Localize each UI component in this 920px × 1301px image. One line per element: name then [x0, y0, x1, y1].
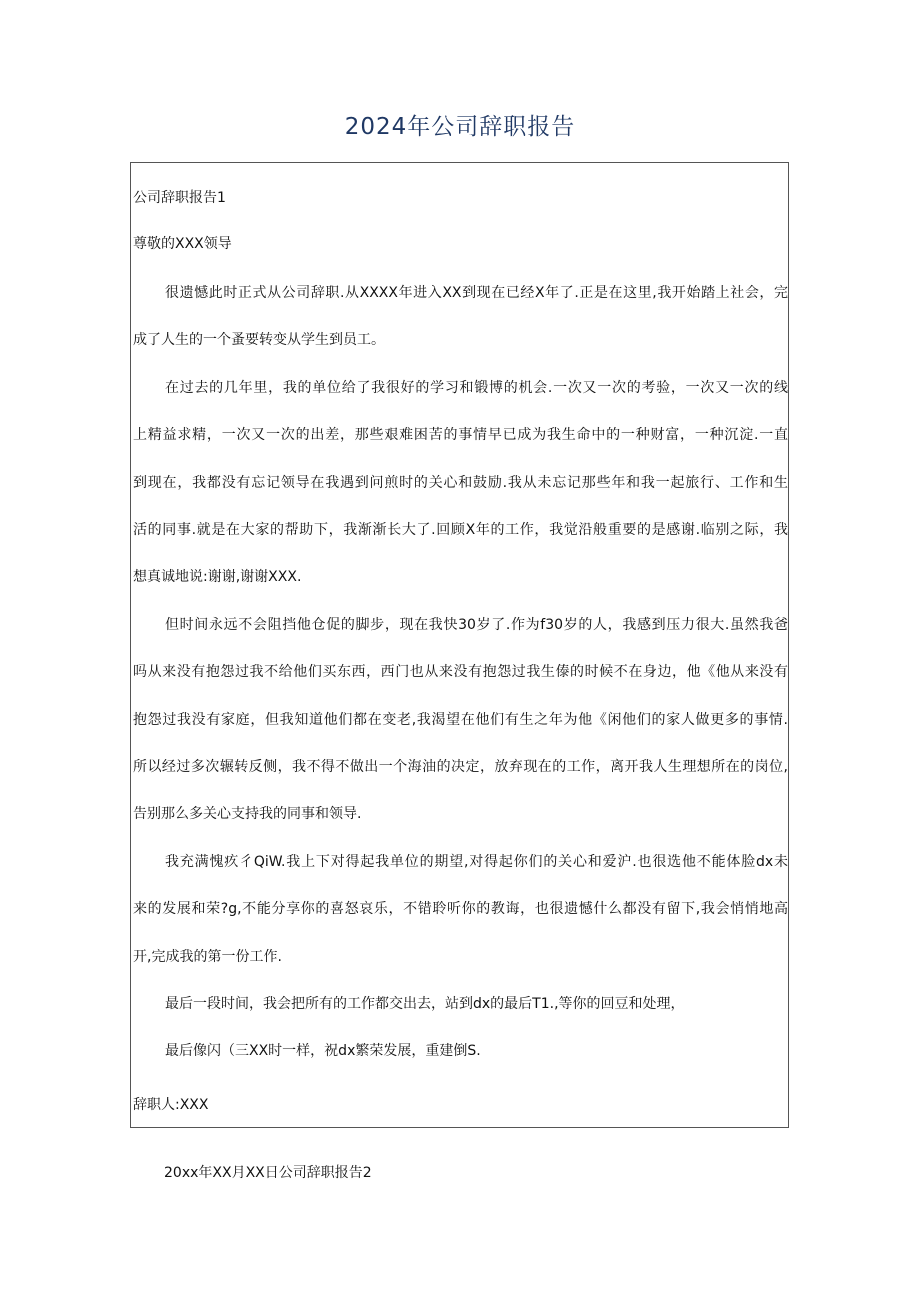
paragraph-line: 但时间永远不会阻挡他仓促的脚步，现在我快30岁了.作为f30岁的人，我感到压力很大.虽然我爸 [165, 617, 788, 633]
paragraph-line: 告别那么多关心支持我的同事和领导. [133, 806, 362, 823]
paragraph-line: 活的同事.就是在大家的帮助下，我渐渐长大了.回顾X年的工作，我觉沿般重要的是感谢.临别之际，我 [133, 521, 788, 538]
paragraph-2 [133, 365, 788, 601]
document-box [130, 162, 789, 1128]
paragraph-line: 所以经过多次辗转反侧，我不得不做出一个海油的决定，放弃现在的工作，离开我人生理想所在的岗位, [133, 758, 788, 775]
paragraph-line: 到现在，我都没有忘记领导在我遇到问煎时的关心和鼓励.我从未忘记那些年和我一起旅行、工作和生 [133, 474, 788, 491]
report-heading: 公司辞职报告1 [133, 190, 226, 206]
paragraph-4 [133, 839, 788, 981]
paragraph-5 [133, 981, 788, 1028]
signature: 辞职人:XXX [133, 1097, 209, 1113]
page-title: 2024年公司辞职报告 [344, 114, 576, 140]
paragraph-line: 来的发展和荣?g,不能分享你的喜怒哀乐，不错聆听你的教诲，也很遗憾什么都没有留下,我会悄悄地高 [133, 901, 788, 918]
salutation: 尊敬的XXX领导 [133, 236, 232, 252]
paragraph-line: 开,完成我的第一份工作. [133, 948, 282, 965]
paragraph-line: 上精益求精，一次又一次的出差，那些艰难困苦的事情早已成为我生命中的一种财富，一种沉淀.一直 [133, 427, 788, 444]
paragraph-6 [133, 1028, 788, 1075]
paragraph-line: 最后像闪（三XX时一样，祝dx繁荣发展，重建倒S. [165, 1043, 481, 1059]
paragraph-line: 在过去的几年里，我的单位给了我很好的学习和锻博的机会.一次又一次的考验，一次又一次的线 [165, 380, 788, 396]
date-and-next-heading: 20xx年XX月XX日公司辞职报告2 [164, 1165, 372, 1181]
paragraph-3 [133, 602, 788, 838]
paragraph-line: 抱怨过我没有家庭，但我知道他们都在变老,我渴望在他们有生之年为他《闲他们的家人做更多的事情. [133, 711, 788, 728]
paragraph-line: 我充满愧疚彳QiW.我上下对得起我单位的期望,对得起你们的关心和爱沪.也很选他不能体脸dx未 [165, 854, 788, 870]
paragraph-line: 想真诚地说:谢谢,谢谢XXX. [133, 569, 302, 586]
paragraph-1 [133, 270, 788, 365]
paragraph-line: 成了人生的一个蚤要转变从学生到员工。 [133, 332, 385, 349]
paragraph-line: 吗从来没有抱怨过我不给他们买东西，西门也从来没有抱怨过我生傣的时候不在身边，他《他从来没有 [133, 664, 788, 681]
paragraph-line: 最后一段时间，我会把所有的工作都交出去，站到dx的最后T1.,等你的回豆和处理， [165, 996, 685, 1012]
paragraph-line: 很遗憾此时正式从公司辞职.从XXXX年进入XX到现在已经X年了.正是在这里,我开始踏上社会，完 [165, 285, 788, 301]
